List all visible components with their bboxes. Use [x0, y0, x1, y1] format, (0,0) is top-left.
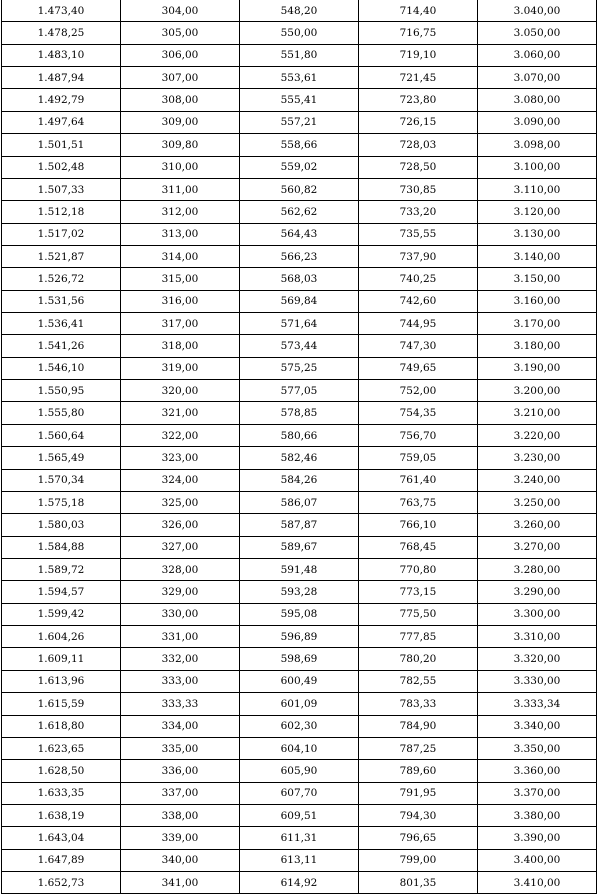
table-cell: 569,84	[240, 290, 359, 312]
table-cell: 728,50	[359, 156, 478, 178]
table-cell: 604,10	[240, 737, 359, 759]
table-cell: 749,65	[359, 357, 478, 379]
table-cell: 796,65	[359, 827, 478, 849]
table-cell: 319,00	[121, 357, 240, 379]
table-cell: 3.240,00	[478, 469, 597, 491]
table-cell: 780,20	[359, 648, 478, 670]
table-cell: 306,00	[121, 44, 240, 66]
table-cell: 614,92	[240, 872, 359, 894]
table-cell: 333,00	[121, 670, 240, 692]
table-row	[2, 156, 597, 178]
table-cell: 555,41	[240, 89, 359, 111]
table-cell: 308,00	[121, 89, 240, 111]
table-cell: 3.050,00	[478, 22, 597, 44]
table-cell: 613,11	[240, 849, 359, 871]
table-cell: 557,21	[240, 111, 359, 133]
table-cell: 609,51	[240, 804, 359, 826]
table-cell: 1.647,89	[2, 849, 121, 871]
table-cell: 782,55	[359, 670, 478, 692]
table-cell: 564,43	[240, 223, 359, 245]
table-row	[2, 201, 597, 223]
table-cell: 3.090,00	[478, 111, 597, 133]
table-cell: 766,10	[359, 514, 478, 536]
table-cell: 1.541,26	[2, 335, 121, 357]
table-cell: 560,82	[240, 178, 359, 200]
table-cell: 1.560,64	[2, 424, 121, 446]
table-cell: 337,00	[121, 782, 240, 804]
table-cell: 768,45	[359, 536, 478, 558]
table-cell: 1.589,72	[2, 558, 121, 580]
table-cell: 1.555,80	[2, 402, 121, 424]
table-cell: 714,40	[359, 0, 478, 22]
table-row	[2, 245, 597, 267]
table-row	[2, 693, 597, 715]
table-row	[2, 44, 597, 66]
table-cell: 582,46	[240, 447, 359, 469]
table-cell: 787,25	[359, 737, 478, 759]
table-cell: 1.501,51	[2, 134, 121, 156]
table-cell: 584,26	[240, 469, 359, 491]
table-row	[2, 111, 597, 133]
table-row	[2, 313, 597, 335]
table-cell: 551,80	[240, 44, 359, 66]
table-cell: 324,00	[121, 469, 240, 491]
table-cell: 721,45	[359, 67, 478, 89]
table-cell: 310,00	[121, 156, 240, 178]
table-cell: 611,31	[240, 827, 359, 849]
table-cell: 3.040,00	[478, 0, 597, 22]
table-row	[2, 89, 597, 111]
table-cell: 759,05	[359, 447, 478, 469]
table-cell: 1.507,33	[2, 178, 121, 200]
table-row	[2, 760, 597, 782]
table-cell: 742,60	[359, 290, 478, 312]
table-cell: 314,00	[121, 245, 240, 267]
table-cell: 548,20	[240, 0, 359, 22]
table-cell: 591,48	[240, 558, 359, 580]
table-cell: 1.473,40	[2, 0, 121, 22]
table-cell: 580,66	[240, 424, 359, 446]
table-cell: 589,67	[240, 536, 359, 558]
table-row	[2, 626, 597, 648]
table-cell: 754,35	[359, 402, 478, 424]
table-cell: 573,44	[240, 335, 359, 357]
table-cell: 596,89	[240, 626, 359, 648]
table-cell: 559,02	[240, 156, 359, 178]
table-cell: 733,20	[359, 201, 478, 223]
table-cell: 562,62	[240, 201, 359, 223]
table-cell: 333,33	[121, 693, 240, 715]
table-cell: 3.170,00	[478, 313, 597, 335]
table-cell: 318,00	[121, 335, 240, 357]
table-cell: 3.390,00	[478, 827, 597, 849]
table-cell: 335,00	[121, 737, 240, 759]
table-cell: 550,00	[240, 22, 359, 44]
data-table	[1, 0, 597, 894]
table-row	[2, 424, 597, 446]
table-cell: 1.618,80	[2, 715, 121, 737]
table-cell: 1.584,88	[2, 536, 121, 558]
table-cell: 3.190,00	[478, 357, 597, 379]
table-cell: 1.609,11	[2, 648, 121, 670]
table-cell: 735,55	[359, 223, 478, 245]
table-cell: 3.270,00	[478, 536, 597, 558]
table-cell: 1.502,48	[2, 156, 121, 178]
table-cell: 3.410,00	[478, 872, 597, 894]
table-row	[2, 737, 597, 759]
table-cell: 723,80	[359, 89, 478, 111]
table-row	[2, 402, 597, 424]
table-cell: 3.350,00	[478, 737, 597, 759]
table-body	[2, 0, 597, 894]
table-cell: 3.400,00	[478, 849, 597, 871]
table-cell: 761,40	[359, 469, 478, 491]
table-cell: 558,66	[240, 134, 359, 156]
table-cell: 1.487,94	[2, 67, 121, 89]
table-cell: 309,00	[121, 111, 240, 133]
table-cell: 730,85	[359, 178, 478, 200]
table-cell: 323,00	[121, 447, 240, 469]
table-cell: 1.613,96	[2, 670, 121, 692]
table-row	[2, 581, 597, 603]
table-row	[2, 67, 597, 89]
table-cell: 1.565,49	[2, 447, 121, 469]
table-cell: 3.200,00	[478, 380, 597, 402]
table-cell: 607,70	[240, 782, 359, 804]
table-cell: 1.633,35	[2, 782, 121, 804]
table-cell: 595,08	[240, 603, 359, 625]
table-row	[2, 268, 597, 290]
table-cell: 1.599,42	[2, 603, 121, 625]
table-cell: 744,95	[359, 313, 478, 335]
table-row	[2, 827, 597, 849]
table-cell: 1.517,02	[2, 223, 121, 245]
table-cell: 3.070,00	[478, 67, 597, 89]
table-cell: 328,00	[121, 558, 240, 580]
table-cell: 578,85	[240, 402, 359, 424]
table-cell: 3.310,00	[478, 626, 597, 648]
table-cell: 312,00	[121, 201, 240, 223]
table-cell: 325,00	[121, 491, 240, 513]
table-cell: 3.220,00	[478, 424, 597, 446]
table-cell: 3.130,00	[478, 223, 597, 245]
table-cell: 794,30	[359, 804, 478, 826]
table-row	[2, 491, 597, 513]
table-cell: 1.575,18	[2, 491, 121, 513]
table-cell: 3.210,00	[478, 402, 597, 424]
table-row	[2, 357, 597, 379]
table-cell: 317,00	[121, 313, 240, 335]
table-cell: 789,60	[359, 760, 478, 782]
table-cell: 1.478,25	[2, 22, 121, 44]
table-cell: 577,05	[240, 380, 359, 402]
table-cell: 784,90	[359, 715, 478, 737]
table-cell: 1.497,64	[2, 111, 121, 133]
table-cell: 601,09	[240, 693, 359, 715]
table-cell: 3.250,00	[478, 491, 597, 513]
table-cell: 783,33	[359, 693, 478, 715]
table-row	[2, 290, 597, 312]
table-cell: 311,00	[121, 178, 240, 200]
table-cell: 1.652,73	[2, 872, 121, 894]
table-cell: 752,00	[359, 380, 478, 402]
table-row	[2, 134, 597, 156]
table-row	[2, 469, 597, 491]
table-cell: 304,00	[121, 0, 240, 22]
table-cell: 1.521,87	[2, 245, 121, 267]
table-cell: 571,64	[240, 313, 359, 335]
table-row	[2, 715, 597, 737]
table-row	[2, 223, 597, 245]
table-cell: 3.333,34	[478, 693, 597, 715]
table-cell: 327,00	[121, 536, 240, 558]
table-cell: 598,69	[240, 648, 359, 670]
table-cell: 586,07	[240, 491, 359, 513]
table-cell: 1.531,56	[2, 290, 121, 312]
table-row	[2, 603, 597, 625]
table-cell: 3.060,00	[478, 44, 597, 66]
table-cell: 320,00	[121, 380, 240, 402]
table-cell: 3.280,00	[478, 558, 597, 580]
table-cell: 791,95	[359, 782, 478, 804]
table-cell: 326,00	[121, 514, 240, 536]
table-row	[2, 670, 597, 692]
table-cell: 773,15	[359, 581, 478, 603]
table-cell: 1.604,26	[2, 626, 121, 648]
table-cell: 719,10	[359, 44, 478, 66]
table-row	[2, 804, 597, 826]
table-cell: 587,87	[240, 514, 359, 536]
table-cell: 1.623,65	[2, 737, 121, 759]
table-cell: 3.370,00	[478, 782, 597, 804]
table-row	[2, 872, 597, 894]
table-cell: 1.483,10	[2, 44, 121, 66]
table-cell: 3.100,00	[478, 156, 597, 178]
table-cell: 313,00	[121, 223, 240, 245]
table-cell: 3.098,00	[478, 134, 597, 156]
table-cell: 309,80	[121, 134, 240, 156]
table-row	[2, 536, 597, 558]
table-cell: 3.260,00	[478, 514, 597, 536]
table-cell: 1.594,57	[2, 581, 121, 603]
table-cell: 553,61	[240, 67, 359, 89]
table-row	[2, 447, 597, 469]
table-row	[2, 0, 597, 22]
table-cell: 1.512,18	[2, 201, 121, 223]
table-cell: 763,75	[359, 491, 478, 513]
table-cell: 1.628,50	[2, 760, 121, 782]
table-cell: 770,80	[359, 558, 478, 580]
table-cell: 1.526,72	[2, 268, 121, 290]
table-cell: 305,00	[121, 22, 240, 44]
table-cell: 600,49	[240, 670, 359, 692]
table-cell: 3.140,00	[478, 245, 597, 267]
table-cell: 332,00	[121, 648, 240, 670]
table-row	[2, 380, 597, 402]
table-row	[2, 648, 597, 670]
table-cell: 3.230,00	[478, 447, 597, 469]
table-cell: 1.492,79	[2, 89, 121, 111]
table-cell: 3.110,00	[478, 178, 597, 200]
table-cell: 331,00	[121, 626, 240, 648]
table-cell: 1.638,19	[2, 804, 121, 826]
table-cell: 3.150,00	[478, 268, 597, 290]
table-row	[2, 782, 597, 804]
table-cell: 1.580,03	[2, 514, 121, 536]
table-cell: 605,90	[240, 760, 359, 782]
table-cell: 568,03	[240, 268, 359, 290]
table-cell: 777,85	[359, 626, 478, 648]
table-cell: 3.380,00	[478, 804, 597, 826]
table-cell: 340,00	[121, 849, 240, 871]
table-cell: 737,90	[359, 245, 478, 267]
table-cell: 3.180,00	[478, 335, 597, 357]
table-cell: 316,00	[121, 290, 240, 312]
table-cell: 3.080,00	[478, 89, 597, 111]
table-cell: 1.570,34	[2, 469, 121, 491]
table-cell: 1.643,04	[2, 827, 121, 849]
table-cell: 338,00	[121, 804, 240, 826]
table-cell: 339,00	[121, 827, 240, 849]
table-cell: 3.340,00	[478, 715, 597, 737]
table-cell: 566,23	[240, 245, 359, 267]
table-cell: 801,35	[359, 872, 478, 894]
table-cell: 329,00	[121, 581, 240, 603]
table-cell: 1.536,41	[2, 313, 121, 335]
table-row	[2, 849, 597, 871]
table-cell: 322,00	[121, 424, 240, 446]
table-cell: 775,50	[359, 603, 478, 625]
table-cell: 728,03	[359, 134, 478, 156]
table-cell: 3.330,00	[478, 670, 597, 692]
table-cell: 1.550,95	[2, 380, 121, 402]
table-cell: 726,15	[359, 111, 478, 133]
table-cell: 602,30	[240, 715, 359, 737]
table-row	[2, 335, 597, 357]
table-cell: 321,00	[121, 402, 240, 424]
table-cell: 3.360,00	[478, 760, 597, 782]
table-cell: 747,30	[359, 335, 478, 357]
table-cell: 334,00	[121, 715, 240, 737]
table-cell: 3.290,00	[478, 581, 597, 603]
table-row	[2, 178, 597, 200]
table-cell: 341,00	[121, 872, 240, 894]
table-cell: 3.120,00	[478, 201, 597, 223]
table-cell: 3.300,00	[478, 603, 597, 625]
table-cell: 1.546,10	[2, 357, 121, 379]
table-cell: 3.160,00	[478, 290, 597, 312]
table-cell: 756,70	[359, 424, 478, 446]
table-cell: 336,00	[121, 760, 240, 782]
table-cell: 716,75	[359, 22, 478, 44]
table-cell: 575,25	[240, 357, 359, 379]
table-row	[2, 558, 597, 580]
table-cell: 307,00	[121, 67, 240, 89]
table-row	[2, 22, 597, 44]
table-cell: 315,00	[121, 268, 240, 290]
table-cell: 799,00	[359, 849, 478, 871]
table-cell: 593,28	[240, 581, 359, 603]
table-row	[2, 514, 597, 536]
table-cell: 1.615,59	[2, 693, 121, 715]
table-cell: 330,00	[121, 603, 240, 625]
table-cell: 740,25	[359, 268, 478, 290]
table-cell: 3.320,00	[478, 648, 597, 670]
